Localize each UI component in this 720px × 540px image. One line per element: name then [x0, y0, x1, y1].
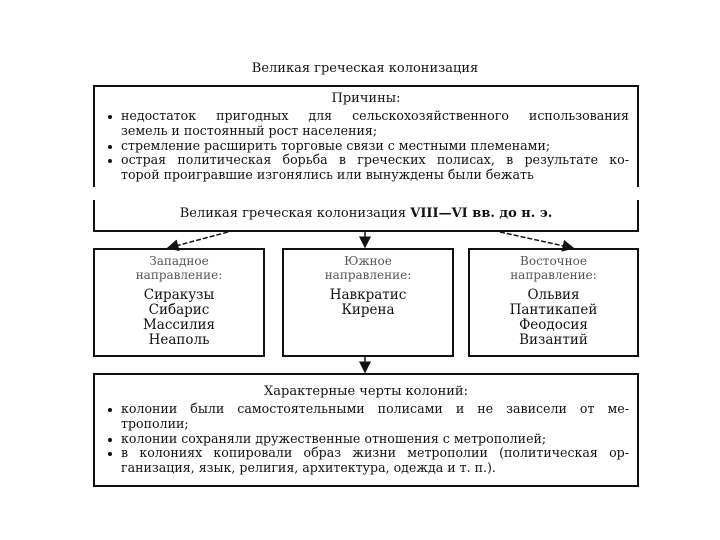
direction-label: Западное направление: — [135, 254, 223, 282]
bullet-icon — [108, 408, 112, 412]
cause-line: земель и постоянный рост населения; — [121, 122, 378, 138]
features-box — [93, 373, 639, 487]
city: Ольвия — [527, 287, 580, 303]
feature-line: колонии были самостоятельными полисами и не зависели от ме- — [121, 401, 629, 416]
direction-south-box — [282, 248, 454, 357]
cause-line: торой проигравшие изгонялись или вынуждены были бежать — [121, 167, 534, 183]
city: Византий — [519, 332, 588, 348]
city: Пантикапей — [509, 302, 598, 318]
feature-item — [105, 402, 629, 417]
cause-line: стремление расширить торговые связи с местными племенами; — [121, 137, 551, 153]
city: Массилия — [142, 317, 216, 333]
feature-line: трополии; — [121, 415, 189, 431]
direction-label: Восточное направление: — [510, 254, 597, 282]
city: Навкратис — [329, 287, 407, 303]
cause-line: недостаток пригодных для сельскохозяйственного использования — [121, 108, 629, 123]
arrow-west — [168, 232, 228, 248]
direction-label: Южное направление: — [324, 254, 412, 282]
city: Сибарис — [148, 302, 210, 318]
bullet-icon — [108, 452, 112, 456]
feature-item — [105, 446, 629, 461]
city: Феодосия — [519, 317, 588, 333]
feature-line: в колониях копировали образ жизни метрополии (политическая ор- — [121, 445, 629, 461]
feature-item — [105, 432, 629, 447]
period-text: Великая греческая колонизация — [179, 206, 411, 221]
feature-line: колонии сохраняли дружественные отношения с метрополией; — [121, 430, 547, 446]
causes-header: Причины: — [331, 91, 401, 106]
period-dates: VIII—VI вв. до н. э. — [410, 206, 553, 221]
bullet-icon — [108, 438, 112, 442]
arrow-east — [500, 232, 573, 248]
cause-line: острая политическая борьба в греческих полисах, в результате ко- — [121, 152, 629, 168]
direction-west-box — [93, 248, 265, 357]
feature-line: ганизация, язык, религия, архитектура, одежда и т. п.). — [121, 460, 496, 476]
direction-east-box — [468, 248, 639, 357]
city: Сиракузы — [143, 287, 215, 303]
features-header: Характерные черты колоний: — [264, 384, 468, 399]
diagram-title: Великая греческая колонизация — [251, 61, 479, 76]
city: Кирена — [341, 302, 395, 318]
city: Неаполь — [148, 332, 210, 348]
